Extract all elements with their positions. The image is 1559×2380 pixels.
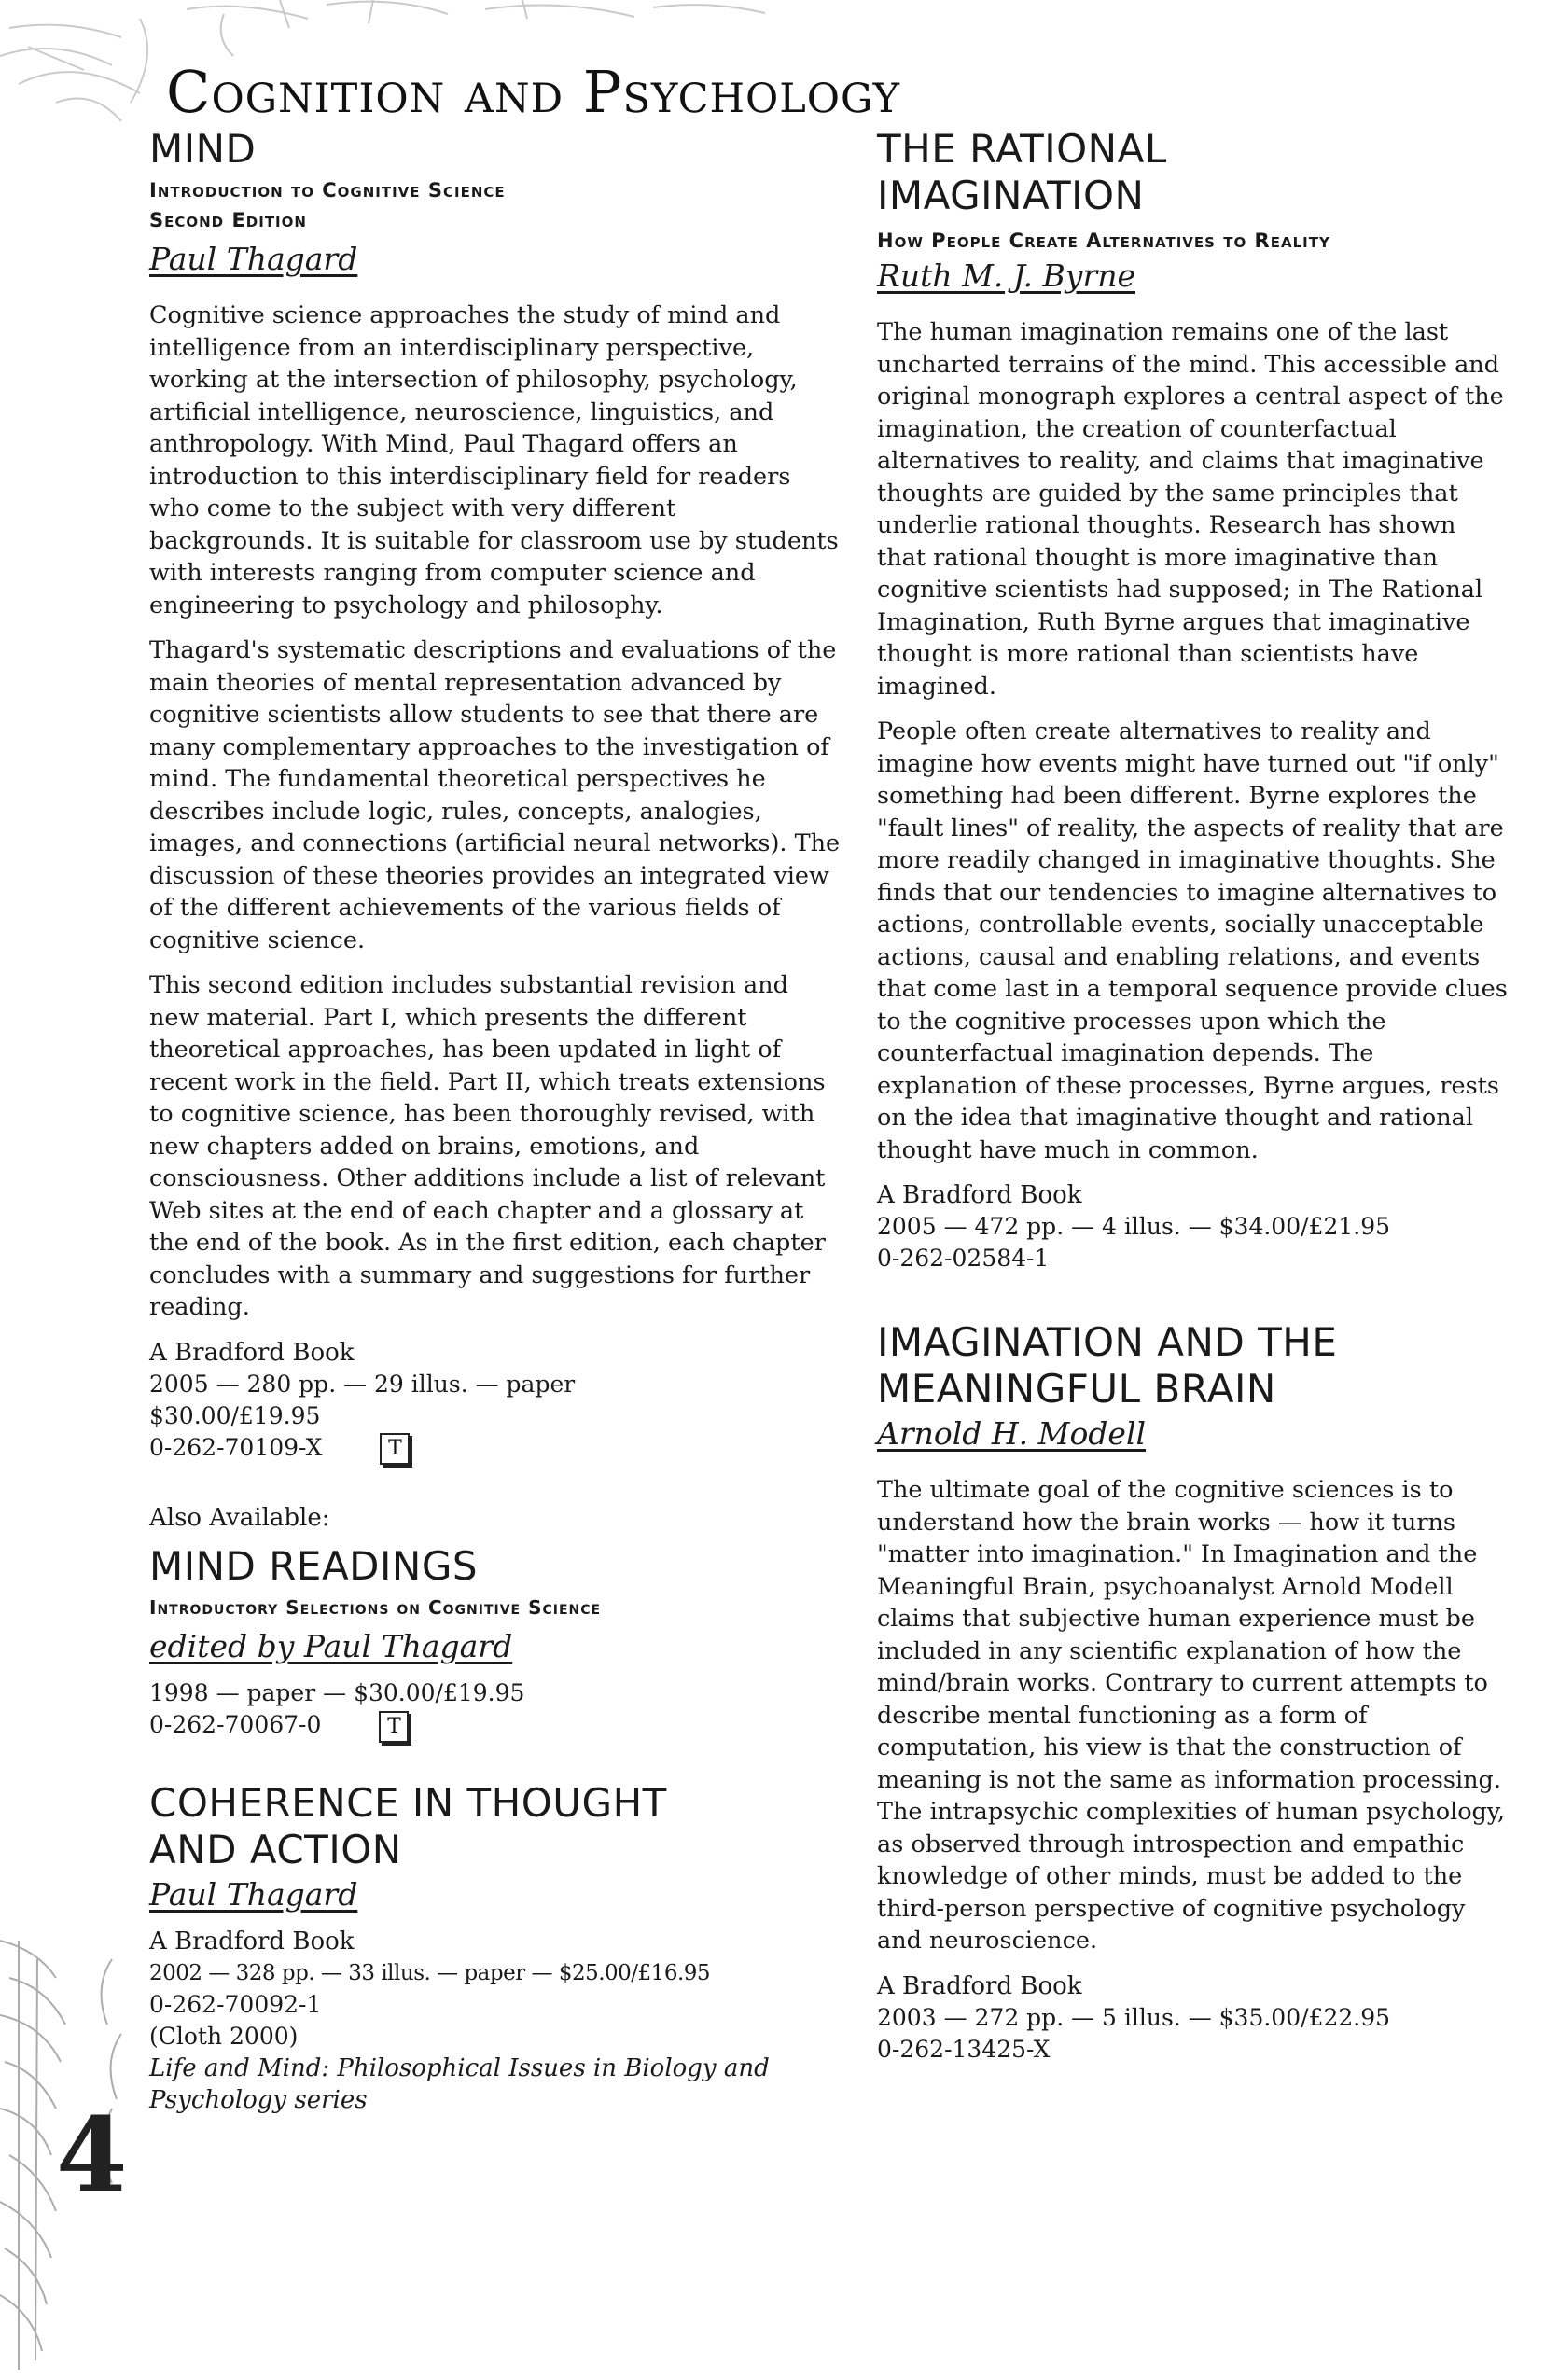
book-price: $30.00/£19.95 bbox=[149, 1401, 321, 1429]
isbn: 0-262-70067-0 bbox=[149, 1711, 322, 1738]
book-title-line2: MEANINGFUL BRAIN bbox=[877, 1366, 1276, 1412]
isbn: 0-262-70092-1 bbox=[149, 1990, 322, 2018]
book-author: Paul Thagard bbox=[149, 241, 358, 277]
left-column bbox=[149, 126, 844, 2116]
description-paragraph: Thagard's systematic descriptions and evaluations of the main theories of mental representation advanced by cognitive scientists allow students to see that there are many complementary approaches to the investigation of mind. The fundamental theoretical perspectives he describes include logic, rules, concepts, analogies, images, and connections (artificial neural networks). The discussion of these theories provides an integrated view of the different achievements of the various fields of cognitive science. bbox=[149, 636, 841, 954]
description-paragraph: This second edition includes substantial revision and new material. Part I, which presents the different theoretical approaches, has been updated in light of recent work in the field. Part II, which treats extensions to cognitive science, has been thoroughly revised, with new chapters added on brains, emotions, and consciousness. Other additions include a list of relevant Web sites at the end of each chapter and a glossary at the end of the book. As in the first edition, each chapter concludes with a summary and suggestions for further reading. bbox=[149, 971, 826, 1321]
description-paragraph: The ultimate goal of the cognitive sciences is to understand how the brain works — how it turns "matter into imagination." In Imagination and the Meaningful Brain, psychoanalyst Arnold Modell claims that subjective human experience must be included in any scientific explanation of how the mind/brain works. Contrary to current attempts to describe mental functioning as a form of computation, his view is that the construction of meaning is not the same as information processing. The intrapsychic complexities of human psychology, as observed through introspection and empathic knowledge of other minds, must be added to the third-person perspective of cognitive psychology and neuroscience. bbox=[877, 1476, 1505, 1955]
isbn: 0-262-02584-1 bbox=[877, 1245, 1050, 1272]
book-title-line1: COHERENCE IN THOUGHT bbox=[149, 1779, 667, 1826]
textbook-badge: T bbox=[380, 1433, 410, 1465]
book-specs: 2002 — 328 pp. — 33 illus. — paper — $25.00/£16.95 bbox=[149, 1960, 711, 1985]
book-author: Arnold H. Modell bbox=[877, 1415, 1147, 1452]
book-specs: 2003 — 272 pp. — 5 illus. — $35.00/£22.95 bbox=[877, 2003, 1391, 2031]
book-mind bbox=[149, 126, 844, 1465]
book-mind-readings bbox=[149, 1543, 844, 1743]
book-rational-imagination bbox=[877, 126, 1511, 1274]
description-paragraph: The human imagination remains one of the last uncharted terrains of the mind. This accessible and original monograph explores a central aspect of the imagination, the creation of counterfactual alternatives to reality, and claims that imaginative thoughts are guided by the same principles that underlie rational thoughts. Research has shown that rational thought is more imaginative than cognitive scientists had supposed; in The Rational Imagination, Ruth Byrne argues that imaginative thought is more rational than scientists have imagined. bbox=[877, 318, 1504, 701]
book-coherence bbox=[149, 1780, 844, 2116]
page-number: 4 bbox=[56, 2095, 128, 2215]
publisher: A Bradford Book bbox=[149, 1338, 355, 1367]
book-meaningful-brain bbox=[877, 1319, 1511, 2066]
book-title-line1: THE RATIONAL bbox=[877, 126, 1167, 172]
book-specs: 2005 — 280 pp. — 29 illus. — paper bbox=[149, 1370, 576, 1398]
book-subtitle: Introduction to Cognitive Science bbox=[149, 179, 506, 202]
book-title-line2: AND ACTION bbox=[149, 1826, 402, 1872]
publisher: A Bradford Book bbox=[877, 1181, 1082, 1209]
description-paragraph: People often create alternatives to reality and imagine how events might have turned out "if only" something had been different. Byrne explores the "fault lines" of reality, the aspects of reality that are more readily changed in imaginative thoughts. She finds that our tendencies to imagine alternatives to actions, controllable events, socially unacceptable actions, causal and enabling relations, and events that come last in a temporal sequence provide clues to the cognitive processes upon which the counterfactual imagination depends. The explanation of these processes, Byrne argues, rests on the idea that imaginative thought and rational thought have much in common. bbox=[877, 717, 1508, 1164]
isbn-row bbox=[149, 1709, 844, 1743]
isbn-row bbox=[149, 1432, 844, 1466]
book-title-line1: IMAGINATION AND THE bbox=[877, 1319, 1338, 1365]
series-name: Life and Mind: Philosophical Issues in Biology and Psychology series bbox=[149, 2053, 770, 2114]
right-column bbox=[877, 126, 1511, 2066]
page-title: Cognition and Psychology bbox=[166, 58, 901, 126]
book-title-line2: IMAGINATION bbox=[877, 173, 1145, 218]
edition-label: Second Edition bbox=[149, 209, 307, 231]
book-author: Ruth M. J. Byrne bbox=[877, 257, 1135, 294]
cloth-edition: (Cloth 2000) bbox=[149, 2022, 299, 2050]
isbn: 0-262-13425-X bbox=[877, 2035, 1051, 2063]
book-subtitle: Introductory Selections on Cognitive Science bbox=[149, 1596, 602, 1619]
book-subtitle: How People Create Alternatives to Reality bbox=[877, 230, 1330, 252]
isbn: 0-262-70109-X bbox=[149, 1433, 323, 1461]
also-available-label: Also Available: bbox=[149, 1504, 330, 1532]
publisher: A Bradford Book bbox=[149, 1927, 355, 1955]
description-paragraph: Cognitive science approaches the study of mind and intelligence from an interdisciplinary perspective, working at the intersection of philosophy, psychology, artificial intelligence, neuroscience, linguistics, and anthropology. With Mind, Paul Thagard offers an introduction to this interdisciplinary field for readers who come to the subject with very different backgrounds. It is suitable for classroom use by students with interests ranging from computer science and engineering to psychology and philosophy. bbox=[149, 301, 839, 619]
book-author: Paul Thagard bbox=[149, 1875, 358, 1913]
book-title: MIND READINGS bbox=[149, 1543, 479, 1589]
book-title: MIND bbox=[149, 126, 257, 172]
book-editor: edited by Paul Thagard bbox=[149, 1628, 513, 1664]
book-specs: 1998 — paper — $30.00/£19.95 bbox=[149, 1679, 525, 1706]
book-specs: 2005 — 472 pp. — 4 illus. — $34.00/£21.95 bbox=[877, 1213, 1391, 1240]
textbook-badge: T bbox=[379, 1711, 409, 1743]
publisher: A Bradford Book bbox=[877, 1971, 1082, 2000]
